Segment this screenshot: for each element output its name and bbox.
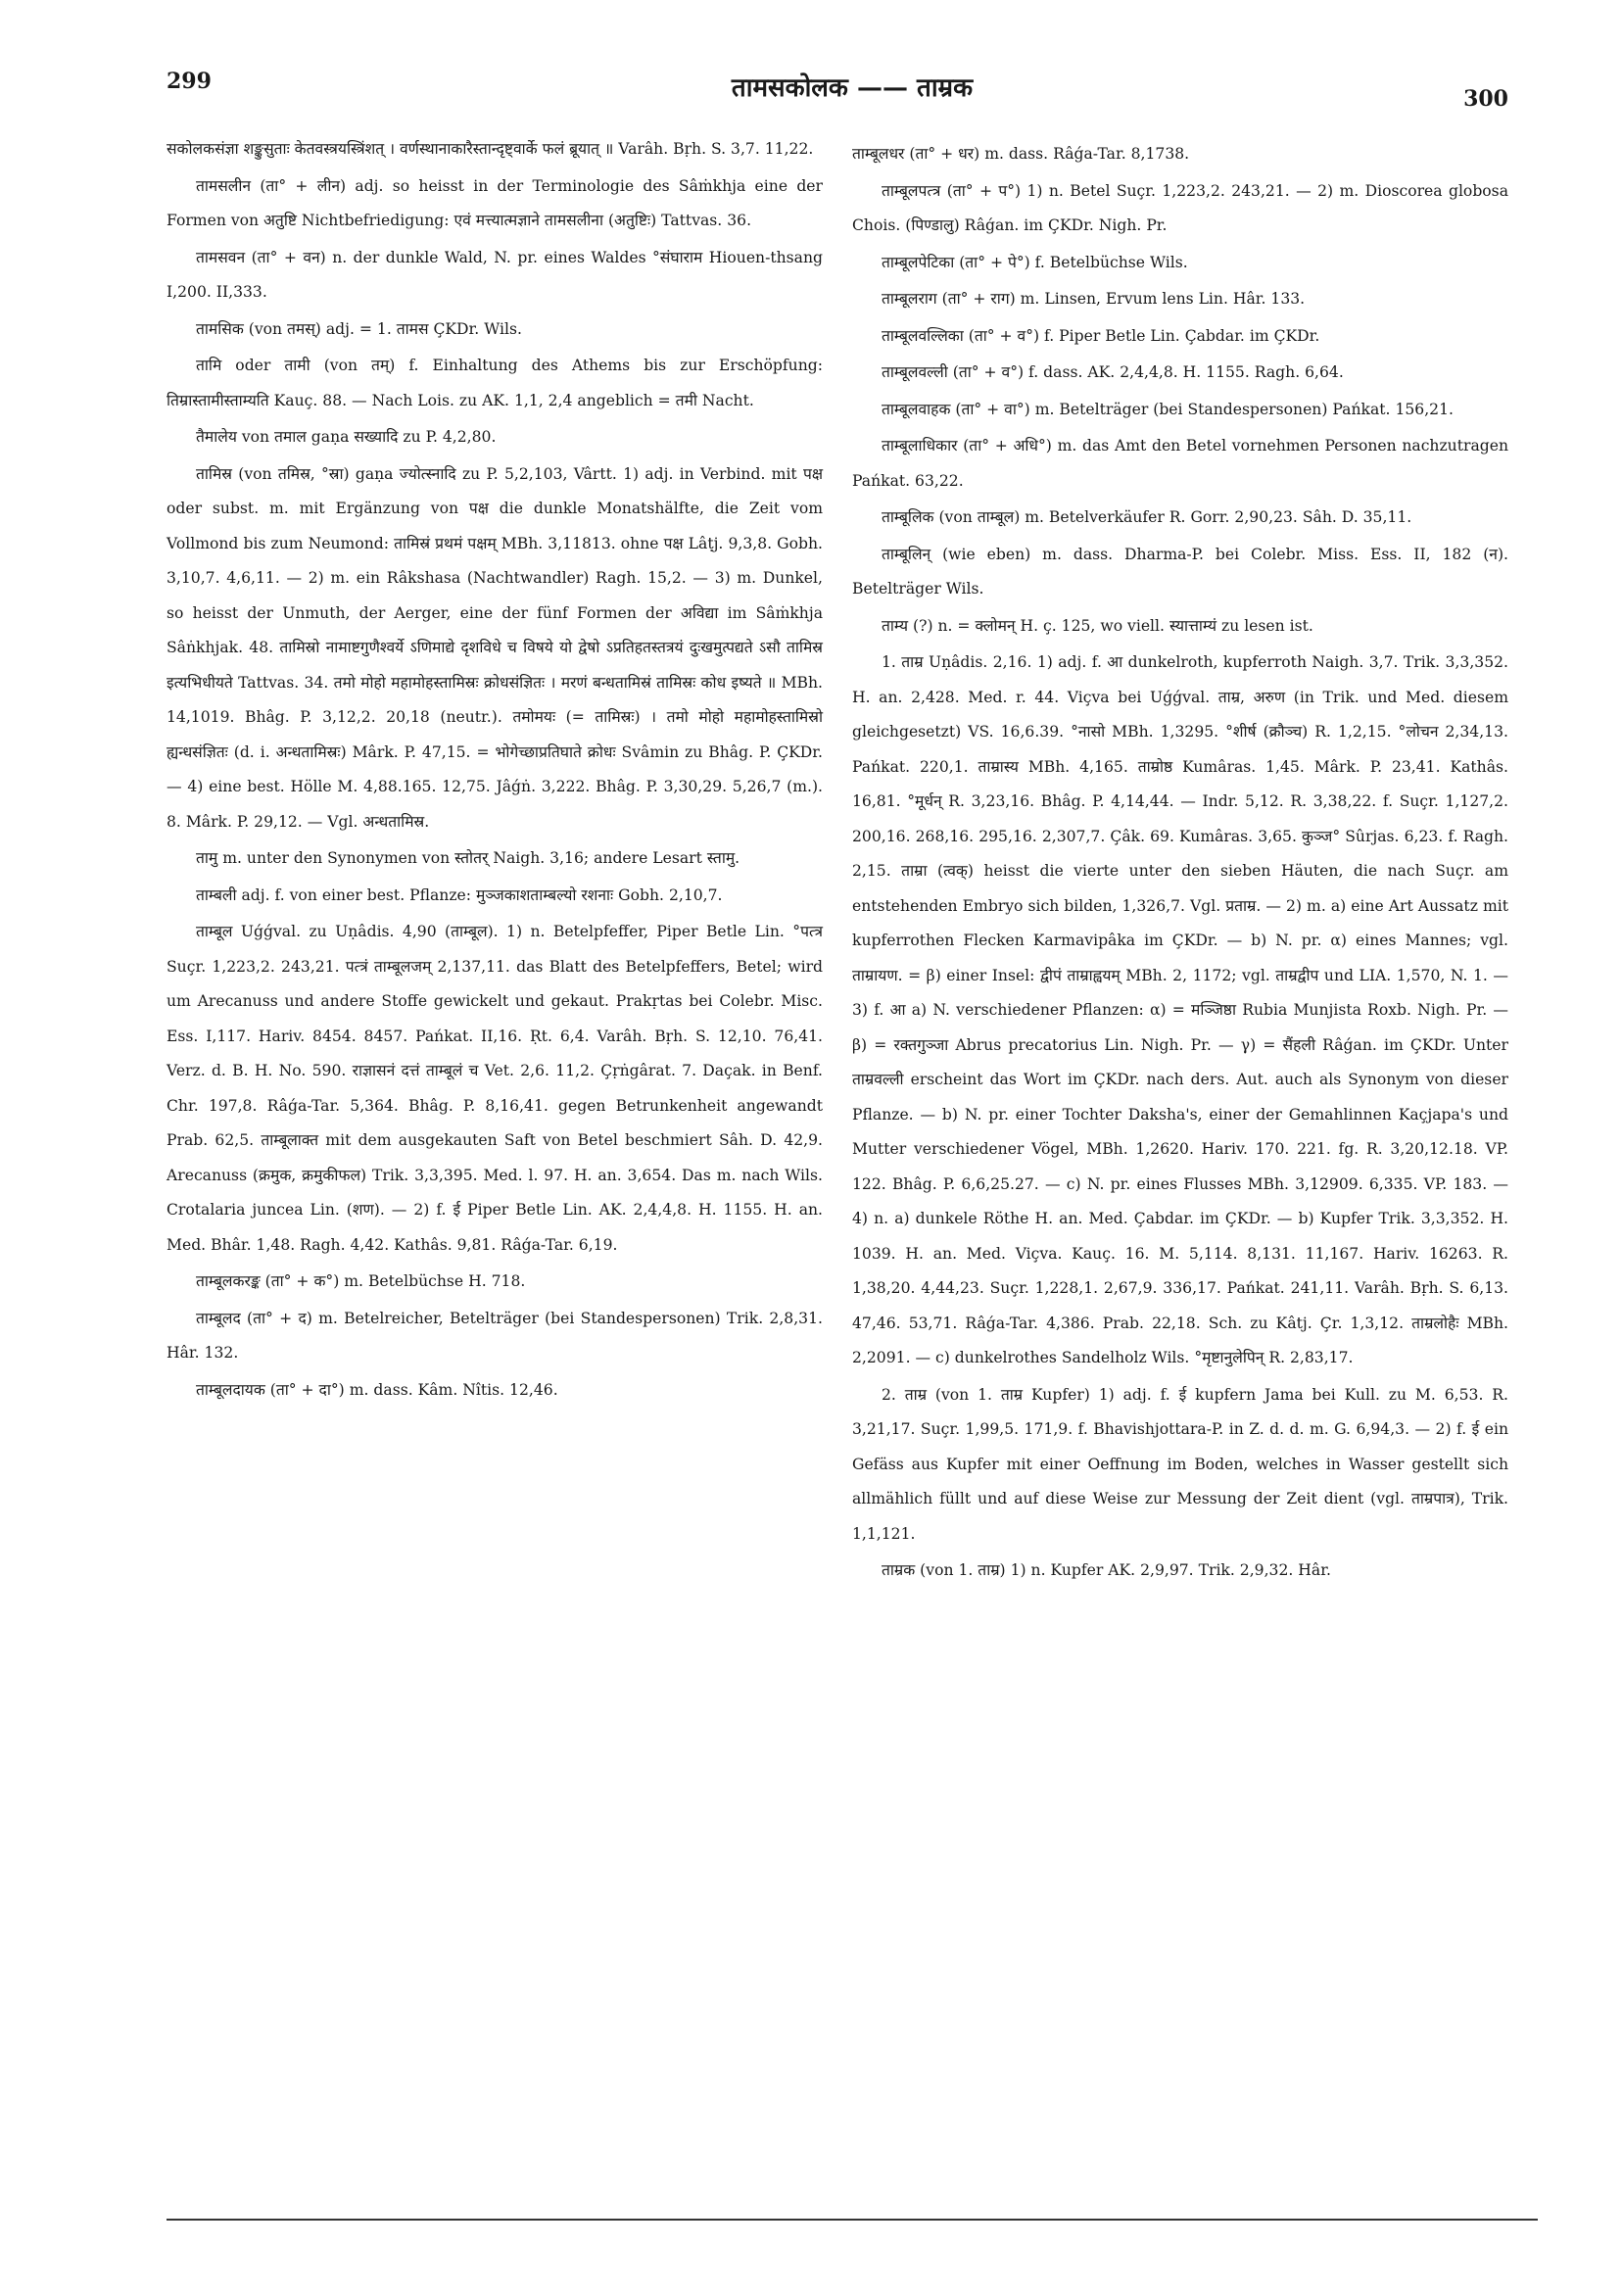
dictionary-entry: तामसवन (ता° + वन) n. der dunkle Wald, N. pr. eines Waldes °संघाराम Hiouen-thsang I,200. II,333. [167,248,823,301]
dictionary-entry: 1. ताम्र Uṇâdis. 2,16. 1) adj. f. आ dunkelroth, kupferroth Naigh. 3,7. Trik. 3,3,352. H. an. 2,428. Med. r. 44. Viçva bei Uǵǵval. ताम्र, अरुण (in Trik. und Med. diesem gleichgesetzt) VS. 16,6.39. °नासो MBh. 1,3295. °शीर्ष (क्रौञ्च) R. 1,2,15. °लोचन 2,34,13. Pańkat. 220,1. ताम्रास्य MBh. 4,165. ताम्रोष्ठ Kumâras. 1,45. Mârk. P. 23,41. Kathâs. 16,81. °मूर्धन् R. 3,23,16. Bhâg. P. 4,14,44. — Indr. 5,12. R. 3,38,22. f. Suçr. 1,127,2. 200,16. 268,16. 295,16. 2,307,7. Çâk. 69. Kumâras. 3,65. कुञ्ज° Sûrjas. 6,23. f. Ragh. 2,15. ताम्रा (त्वक्) heisst die vierte unter den sieben Häuten, die nach Suçr. am entstehenden Embryo sich bilden, 1,326,7. Vgl. प्रताम्र. — 2) m. a) eine Art Aussatz mit kupferrothen Flecken Karmavipâka im ÇKDr. — b) N. pr. α) eines Mannes; vgl. ताम्रायण. = β) einer Insel: द्वीपं ताम्राह्वयम् MBh. 2, 1172; vgl. ताम्रद्वीप und LIA. 1,570, N. 1. — 3) f. आ a) N. verschiedener Pflanzen: α) = मञ्जिष्ठा Rubia Munjista Roxb. Nigh. Pr. — β) = रक्तगुञ्जा Abrus precatorius Lin. Nigh. Pr. — γ) = सैंहली Râǵan. im ÇKDr. Unter ताम्रवल्ली erscheint das Wort im ÇKDr. nach ders. Aut. auch als Synonym von dieser Pflanze. — b) N. pr. einer Tochter Daksha's, einer der Gemahlinnen Kaçjapa's und Mutter verschiedener Vögel, MBh. 1,2620. Hariv. 170. 221. fg. R. 3,20,12.18. VP. 122. Bhâg. P. 6,6,25.27. — c) N. pr. eines Flusses MBh. 3,12909. 6,335. VP. 183. — 4) n. a) dunkele Röthe H. an. Med. Çabdar. im ÇKDr. — b) Kupfer Trik. 3,3,352. H. 1039. H. an. Med. Viçva. Kauç. 16. M. 5,114. 8,131. 11,167. Hariv. 16263. R. 1,38,20. 4,44,23. Suçr. 1,228,1. 2,67,9. 336,17. Pańkat. 241,11. Varâh. Bṛh. S. 6,13. 47,46. 53,71. Râǵa-Tar. 4,386. Prab. 22,18. Sch. zu Kâtj. Çr. 1,3,12. ताम्रलोहैः MBh. 2,2091. — c) dunkelrothes Sandelholz Wils. °मृष्टानुलेपिन् R. 2,83,17. [852,653,1508,1366]
left-column [167,132,823,1410]
dictionary-entry: ताम्बूलिक (von ताम्बूल) m. Betelverkäufer R. Gorr. 2,90,23. Sâh. D. 35,11. [882,508,1412,526]
dictionary-entry: ताम्बूलवाहक (ता° + वा°) m. Betelträger (bei Standespersonen) Pańkat. 156,21. [882,400,1454,418]
dictionary-entry: ताम्बूलाधिकार (ता° + अधि°) m. das Amt den Betel vornehmen Personen nachzutragen Pańkat. 63,22. [852,437,1508,490]
dictionary-entry: तामसिक (von तमस्) adj. = 1. तामस ÇKDr. Wils. [196,319,522,338]
dictionary-entry: ताम्बूलद (ता° + द) m. Betelreicher, Betelträger (bei Standespersonen) Trik. 2,8,31. Hâr. 132. [167,1309,823,1362]
dictionary-entry: ताम्बूलपत्त्र (ता° + प°) 1) n. Betel Suçr. 1,223,2. 243,21. — 2) m. Dioscorea globosa Chois. (पिण्डालु) Râǵan. im ÇKDr. Nigh. Pr. [852,181,1508,234]
dictionary-entry: ताम्बूलकरङ्क (ता° + क°) m. Betelbüchse H. 718. [196,1272,526,1290]
dictionary-entry: ताम्बली adj. f. von einer best. Pflanze: मुञ्जकाशताम्बल्यो रशनाः Gobh. 2,10,7. [196,885,723,904]
dictionary-entry: ताम्बूलधर (ता° + धर) m. dass. Râǵa-Tar. 8,1738. [852,145,1190,163]
dictionary-entry: ताम्बूल Uǵǵval. zu Uṇâdis. 4,90 (ताम्बूल). 1) n. Betelpfeffer, Piper Betle Lin. °पत्त्र Suçr. 1,223,2. 243,21. पत्त्रं ताम्बूलजम् 2,137,11. das Blatt des Betelpfeffers, Betel; wird um Arecanuss und andere Stoffe gewickelt und gekaut. Prakṛtas bei Colebr. Misc. Ess. I,117. Hariv. 8454. 8457. Pańkat. II,16. Ṛt. 6,4. Varâh. Bṛh. S. 12,10. 76,41. Verz. d. B. H. No. 590. राज्ञासनं दत्तं ताम्बूलं च Vet. 2,6. 11,2. Çṛṅgârat. 7. Daçak. in Benf. Chr. 197,8. Râǵa-Tar. 5,364. Bhâg. P. 8,16,41. gegen Betrunkenheit angewandt Prab. 62,5. ताम्बूलाक्त mit dem ausgekauten Saft von Betel beschmiert Sâh. D. 42,9. Arecanuss (क्रमुक, क्रमुकीफल) Trik. 3,3,395. Med. l. 97. H. an. 3,654. Das m. nach Wils. Crotalaria juncea Lin. (शण). — 2) f. ई Piper Betle Lin. AK. 2,4,4,8. H. 1155. H. an. Med. Bhâr. 1,48. Ragh. 4,42. Kathâs. 9,81. Râǵa-Tar. 6,19. [167,923,823,1254]
running-title: तामसकोलक —— ताम्रक [731,73,974,103]
dictionary-entry: ताम्बूलराग (ता° + राग) m. Linsen, Ervum lens Lin. Hâr. 133. [882,290,1306,308]
dictionary-entry: ताम्बूलपेटिका (ता° + पे°) f. Betelbüchse Wils. [882,253,1188,271]
dictionary-entry: सकोलकसंज्ञा शङ्कुसुताः केतवस्त्रयस्त्रिंशत् । वर्णस्थानाकारैस्तान्दृष्ट्वार्के फलं ब्रूयात् ॥ Varâh. Bṛh. S. 3,7. 11,22. [167,140,814,158]
dictionary-entry: ताम्बूलिन् (wie eben) m. dass. Dharma-P. bei Colebr. Miss. Ess. II, 182 (न). Betelträger Wils. [852,545,1508,598]
page-number-right: 300 [1463,86,1508,112]
dictionary-entry: तैमालेय von तमाल gaṇa सख्यादि zu P. 4,2,80. [196,428,497,446]
dictionary-entry: ताम्बूलवल्ली (ता° + व°) f. dass. AK. 2,4,4,8. H. 1155. Ragh. 6,64. [882,363,1344,381]
dictionary-entry: तामिस्र (von तमिस्र, °स्रा) gaṇa ज्योत्स्नादि zu P. 5,2,103, Vârtt. 1) adj. in Verbind. mit पक्ष oder subst. m. mit Ergänzung von पक्ष die dunkle Monatshälfte, die Zeit vom Vollmond bis zum Neumond: तामिस्रं प्रथमं पक्षम् MBh. 3,11813. ohne पक्ष Lâṭj. 9,3,8. Gobh. 3,10,7. 4,6,11. — 2) m. ein Râkshasa (Nachtwandler) Ragh. 15,2. — 3) m. Dunkel, so heisst der Unmuth, der Aerger, eine der fünf Formen der अविद्या im Sâṁkhja Sâṅkhjak. 48. तामिस्रो नामाष्टगुणैश्वर्ये ऽणिमाद्ये दृशविधे च विषये यो द्वेषो ऽप्रतिहतस्तत्रयं दुःखमुत्पद्यते ऽसौ तामिस्र इत्यभिधीयते Tattvas. 34. तमो मोहो महामोहस्तामिस्रः क्रोधसंज्ञितः । मरणं बन्धतामिस्रं तामिस्रः कोध इष्यते ॥ MBh. 14,1019. Bhâg. P. 3,12,2. 20,18 (neutr.). तमोमयः (= तामिस्रः) । तमो मोहो महामोहस्तामिस्रो ह्यन्धसंज्ञितः (d. i. अन्धतामिस्रः) Mârk. P. 47,15. = भोगेच्छाप्रतिघाते क्रोधः Svâmin zu Bhâg. P. ÇKDr. — 4) eine best. Hölle M. 4,88.165. 12,75. Jâǵṅ. 3,222. Bhâg. P. 3,30,29. 5,26,7 (m.). 8. Mârk. P. 29,12. — Vgl. अन्धतामिस्र. [167,464,823,831]
dictionary-entry: ताम्रक (von 1. ताम्र) 1) n. Kupfer AK. 2,9,97. Trik. 2,9,32. Hâr. [882,1561,1331,1579]
dictionary-entry: ताम्बूलवल्लिका (ता° + व°) f. Piper Betle Lin. Çabdar. im ÇKDr. [882,326,1320,345]
dictionary-entry: तामु m. unter den Synonymen von स्तोतर् Naigh. 3,16; andere Lesart स्तामु. [196,849,740,867]
dictionary-entry: तामि oder तामी (von तम्) f. Einhaltung des Athems bis zur Erschöpfung: तिम्रास्तामीस्ताम्यति Kauç. 88. — Nach Lois. zu AK. 1,1, 2,4 angeblich = तमी Nacht. [167,357,823,409]
right-column [852,137,1508,1591]
page-header [167,69,1508,118]
page-number-left: 299 [167,69,212,94]
dictionary-entry: ताम्य (?) n. = क्लोमन् H. ç. 125, wo viell. स्यात्ताम्यं zu lesen ist. [882,616,1313,635]
dictionary-entry: 2. ताम्र (von 1. ताम्र Kupfer) 1) adj. f. ई kupfern Jama bei Kull. zu M. 6,53. R. 3,21,17. Suçr. 1,99,5. 171,9. f. Bhavishjottara-P. in Z. d. d. m. G. 6,94,3. — 2) f. ई ein Gefäss aus Kupfer mit einer Oeffnung im Boden, welches in Wasser gestellt sich allmählich füllt und auf diese Weise zur Messung der Zeit dient (vgl. ताम्रपात्र), Trik. 1,1,121. [852,1385,1508,1543]
dictionary-entry: ताम्बूलदायक (ता° + दा°) m. dass. Kâm. Nîtis. 12,46. [196,1380,558,1399]
footer-rule [167,2219,1538,2221]
dictionary-entry: तामसलीन (ता° + लीन) adj. so heisst in der Terminologie des Sâṁkhja eine der Formen von अतुष्टि Nichtbefriedigung: एवं मत्त्यात्मज्ञाने तामसलीना (अतुष्टिः) Tattvas. 36. [167,176,823,229]
